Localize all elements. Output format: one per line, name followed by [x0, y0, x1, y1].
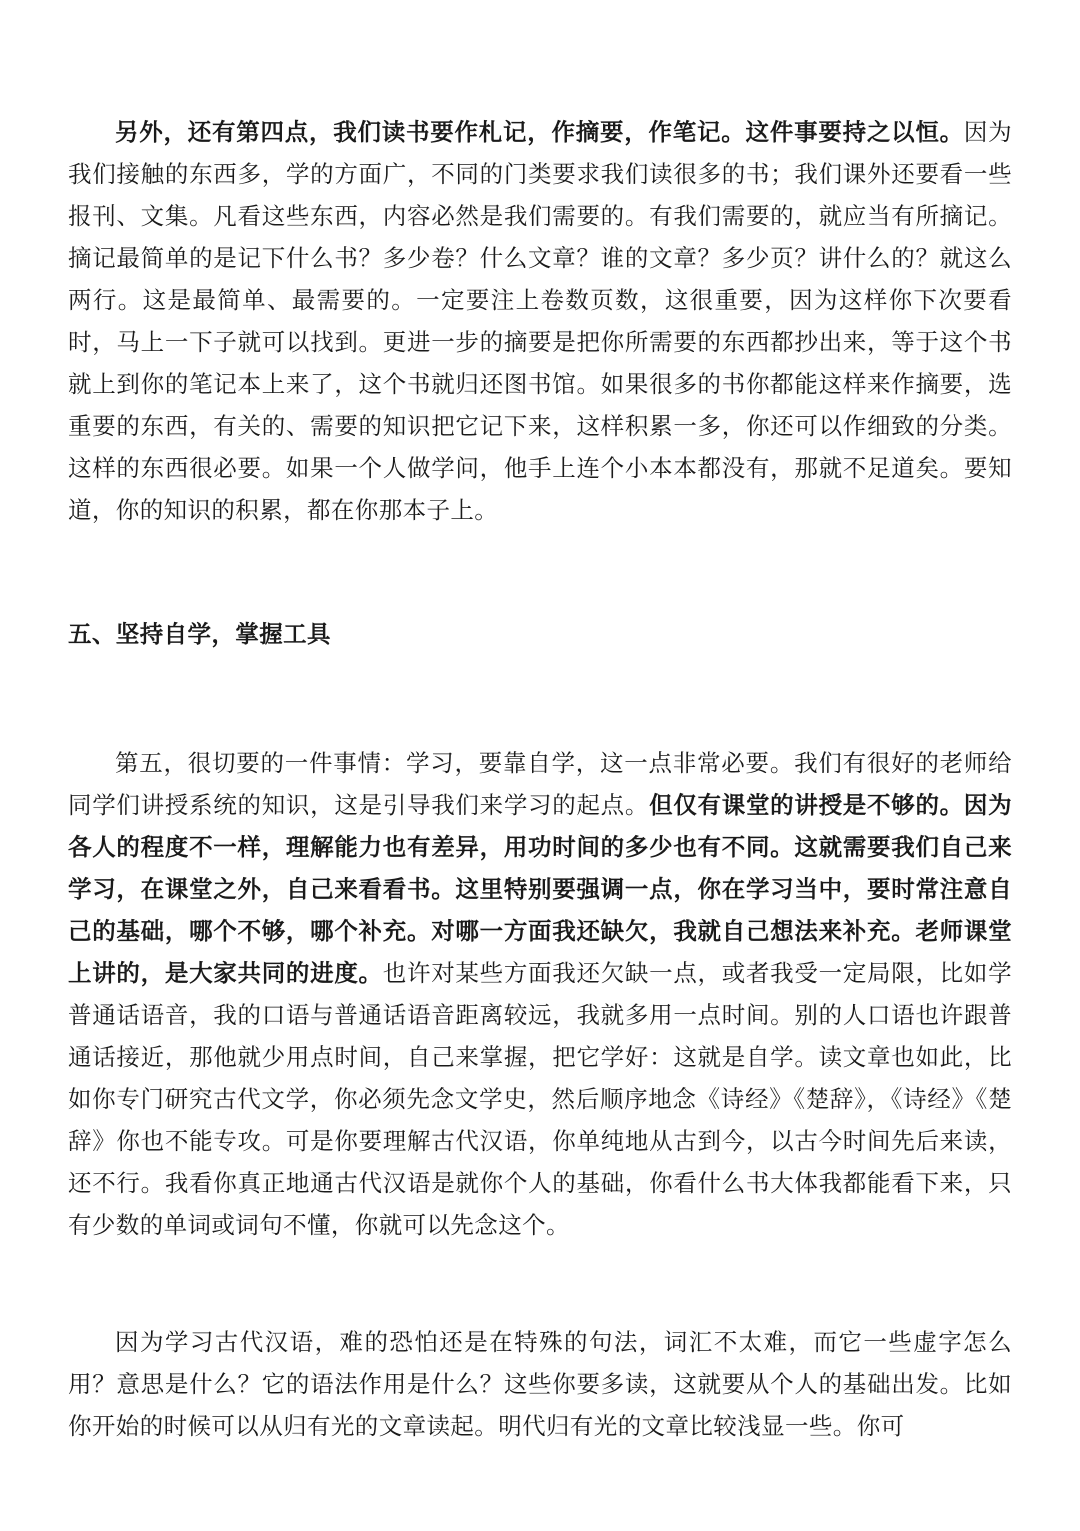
paragraph-self-study	[68, 742, 1012, 1246]
section-heading: 五、坚持自学，掌握工具	[68, 620, 331, 648]
paragraph-note-taking-text: 因为我们接触的东西多，学的方面广，不同的门类要求我们读很多的书；我们课外还要看一些报刊、文集。凡看这些东西，内容必然是我们需要的。有我们需要的，就应当有所摘记。摘记最简单的是记下什么书？多少卷？什么文章？谁的文章？多少页？讲什么的？就这么两行。这是最简单、最需要的。一定要注上卷数页数，这很重要，因为这样你下次要看时，马上一下子就可以找到。更进一步的摘要是把你所需要的东西都抄出来，等于这个书就上到你的笔记本上来了，这个书就归还图书馆。如果很多的书你都能这样来作摘要，选重要的东西，有关的、需要的知识把它记下来，这样积累一多，你还可以作细致的分类。这样的东西很必要。如果一个人做学问，他手上连个小本本都没有，那就不足道矣。要知道，你的知识的积累，都在你那本子上。	[68, 118, 1012, 524]
paragraph-self-study-bold: 但仅有课堂的讲授是不够的。因为各人的程度不一样，理解能力也有差异，用功时间的多少也有不同。这就需要我们自己来学习，在课堂之外，自己来看看书。这里特别要强调一点，你在学习当中，要时常注意自己的基础，哪个不够，哪个补充。对哪一方面我还缺欠，我就自己想法来补充。老师课堂上讲的，是大家共同的进度。	[68, 791, 1012, 987]
paragraph-note-taking	[68, 111, 1012, 531]
paragraph-self-study-text: 也许对某些方面我还欠缺一点，或者我受一定局限，比如学普通话语音，我的口语与普通话语音距离较远，我就多用一点时间。别的人口语也许跟普通话接近，那他就少用点时间，自己来掌握，把它学好：这就是自学。读文章也如此，比如你专门研究古代文学，你必须先念文学史，然后顺序地念《诗经》《楚辞》，《诗经》《楚辞》你也不能专攻。可是你要理解古代汉语，你单纯地从古到今，以古今时间先后来读，还不行。我看你真正地通古代汉语是就你个人的基础，你看什么书大体我都能看下来，只有少数的单词或词句不懂，你就可以先念这个。	[68, 959, 1013, 1239]
paragraph-self-study-lead: 第五，很切要的一件事情：学习，要靠自学，这一点非常必要。我们有很好的老师给同学们讲授系统的知识，这是引导我们来学习的起点。	[68, 749, 1012, 819]
paragraph-classical-chinese: 因为学习古代汉语，难的恐怕还是在特殊的句法，词汇不太难，而它一些虚字怎么用？意思是什么？它的语法作用是什么？这些你要多读，这就要从个人的基础出发。比如你开始的时候可以从归有光的文章读起。明代归有光的文章比较浅显一些。你可	[68, 1328, 1012, 1440]
paragraph-note-taking-bold: 另外，还有第四点，我们读书要作札记，作摘要，作笔记。这件事要持之以恒。	[115, 118, 964, 146]
